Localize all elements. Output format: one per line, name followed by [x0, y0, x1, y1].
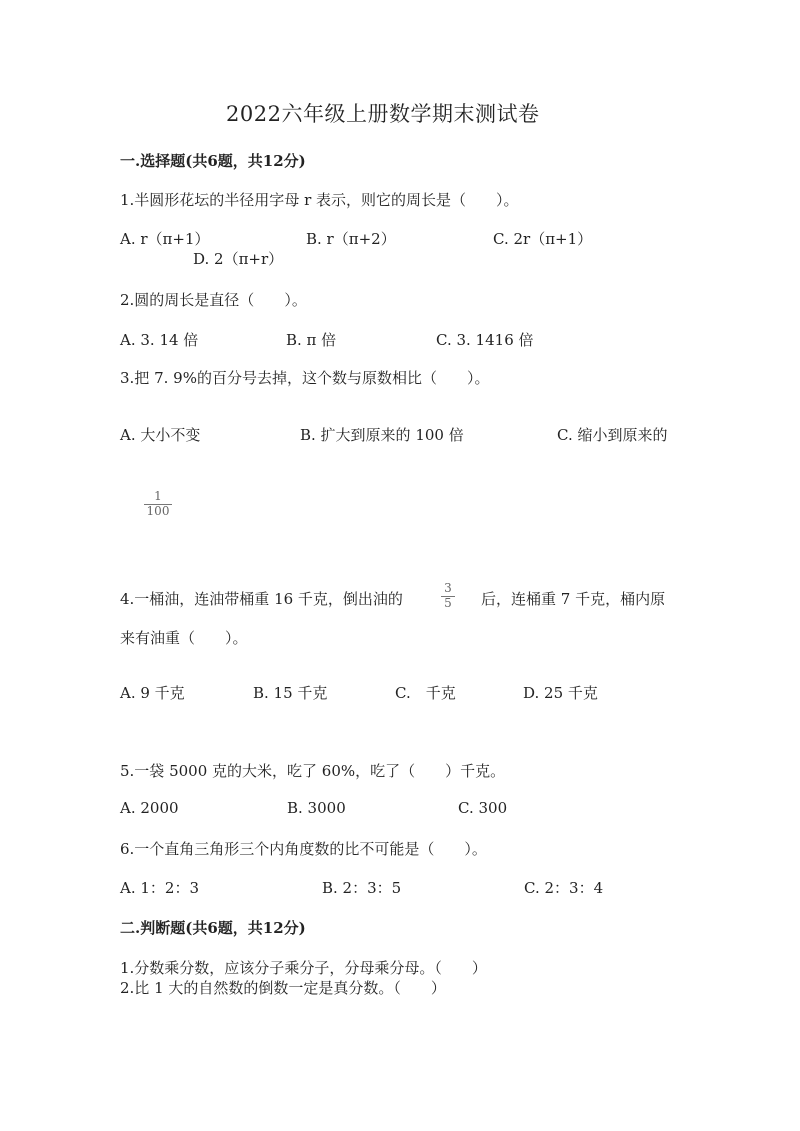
question-1-option-d: D. 2（π+r） — [193, 250, 284, 268]
fraction-denominator: 5 — [444, 596, 452, 610]
question-2-option-a: A. 3. 14 倍 — [120, 331, 199, 349]
question-4-option-c: C. 千克 — [395, 684, 456, 702]
question-4-option-b: B. 15 千克 — [253, 684, 328, 702]
question-5-text: 5.一袋 5000 克的大米，吃了 60%，吃了（ ）千克。 — [120, 762, 506, 780]
question-4-text-end: 后，连桶重 7 千克，桶内原 — [481, 590, 666, 608]
question-6-option-c: C. 2：3：4 — [524, 879, 604, 897]
question-1-option-a: A. r（π+1） — [120, 230, 210, 248]
question-1-option-c: C. 2r（π+1） — [493, 230, 593, 248]
fraction-numerator: 3 — [444, 581, 452, 595]
question-6-text: 6.一个直角三角形三个内角度数的比不可能是（ ）。 — [120, 840, 487, 858]
section-heading-choice: 一.选择题(共6题，共12分) — [120, 152, 306, 170]
fraction-denominator: 100 — [146, 504, 170, 518]
fraction-numerator: 1 — [154, 489, 162, 503]
question-2-text: 2.圆的周长是直径（ ）。 — [120, 291, 307, 309]
question-2-option-c: C. 3. 1416 倍 — [436, 331, 534, 349]
question-5-option-b: B. 3000 — [287, 799, 346, 817]
question-6-option-a: A. 1：2：3 — [120, 879, 199, 897]
question-4-fraction — [441, 582, 455, 610]
question-1-text: 1.半圆形花坛的半径用字母 r 表示，则它的周长是（ ）。 — [120, 191, 519, 209]
question-6-option-b: B. 2：3：5 — [322, 879, 402, 897]
question-3-option-c: C. 缩小到原来的 — [557, 426, 668, 444]
question-4-option-a: A. 9 千克 — [120, 684, 185, 702]
question-4-text-start: 4.一桶油，连油带桶重 16 千克，倒出油的 — [120, 590, 403, 608]
question-3-text: 3.把 7. 9%的百分号去掉，这个数与原数相比（ ）。 — [120, 369, 490, 387]
question-4-option-d: D. 25 千克 — [523, 684, 598, 702]
question-4-text-continued: 来有油重（ ）。 — [120, 629, 248, 647]
question-1-option-b: B. r（π+2） — [306, 230, 396, 248]
page-title: 2022六年级上册数学期末测试卷 — [226, 102, 540, 126]
question-5-option-c: C. 300 — [458, 799, 508, 817]
section-heading-judgement: 二.判断题(共6题，共12分) — [120, 919, 306, 937]
question-3-option-a: A. 大小不变 — [120, 426, 201, 444]
judgement-2-text: 2.比 1 大的自然数的倒数一定是真分数。（ ） — [120, 979, 446, 997]
question-3-fraction — [144, 490, 172, 518]
judgement-1-text: 1.分数乘分数，应该分子乘分子，分母乘分母。（ ） — [120, 959, 487, 977]
question-2-option-b: B. π 倍 — [286, 331, 337, 349]
question-5-option-a: A. 2000 — [120, 799, 179, 817]
question-3-option-b: B. 扩大到原来的 100 倍 — [300, 426, 464, 444]
